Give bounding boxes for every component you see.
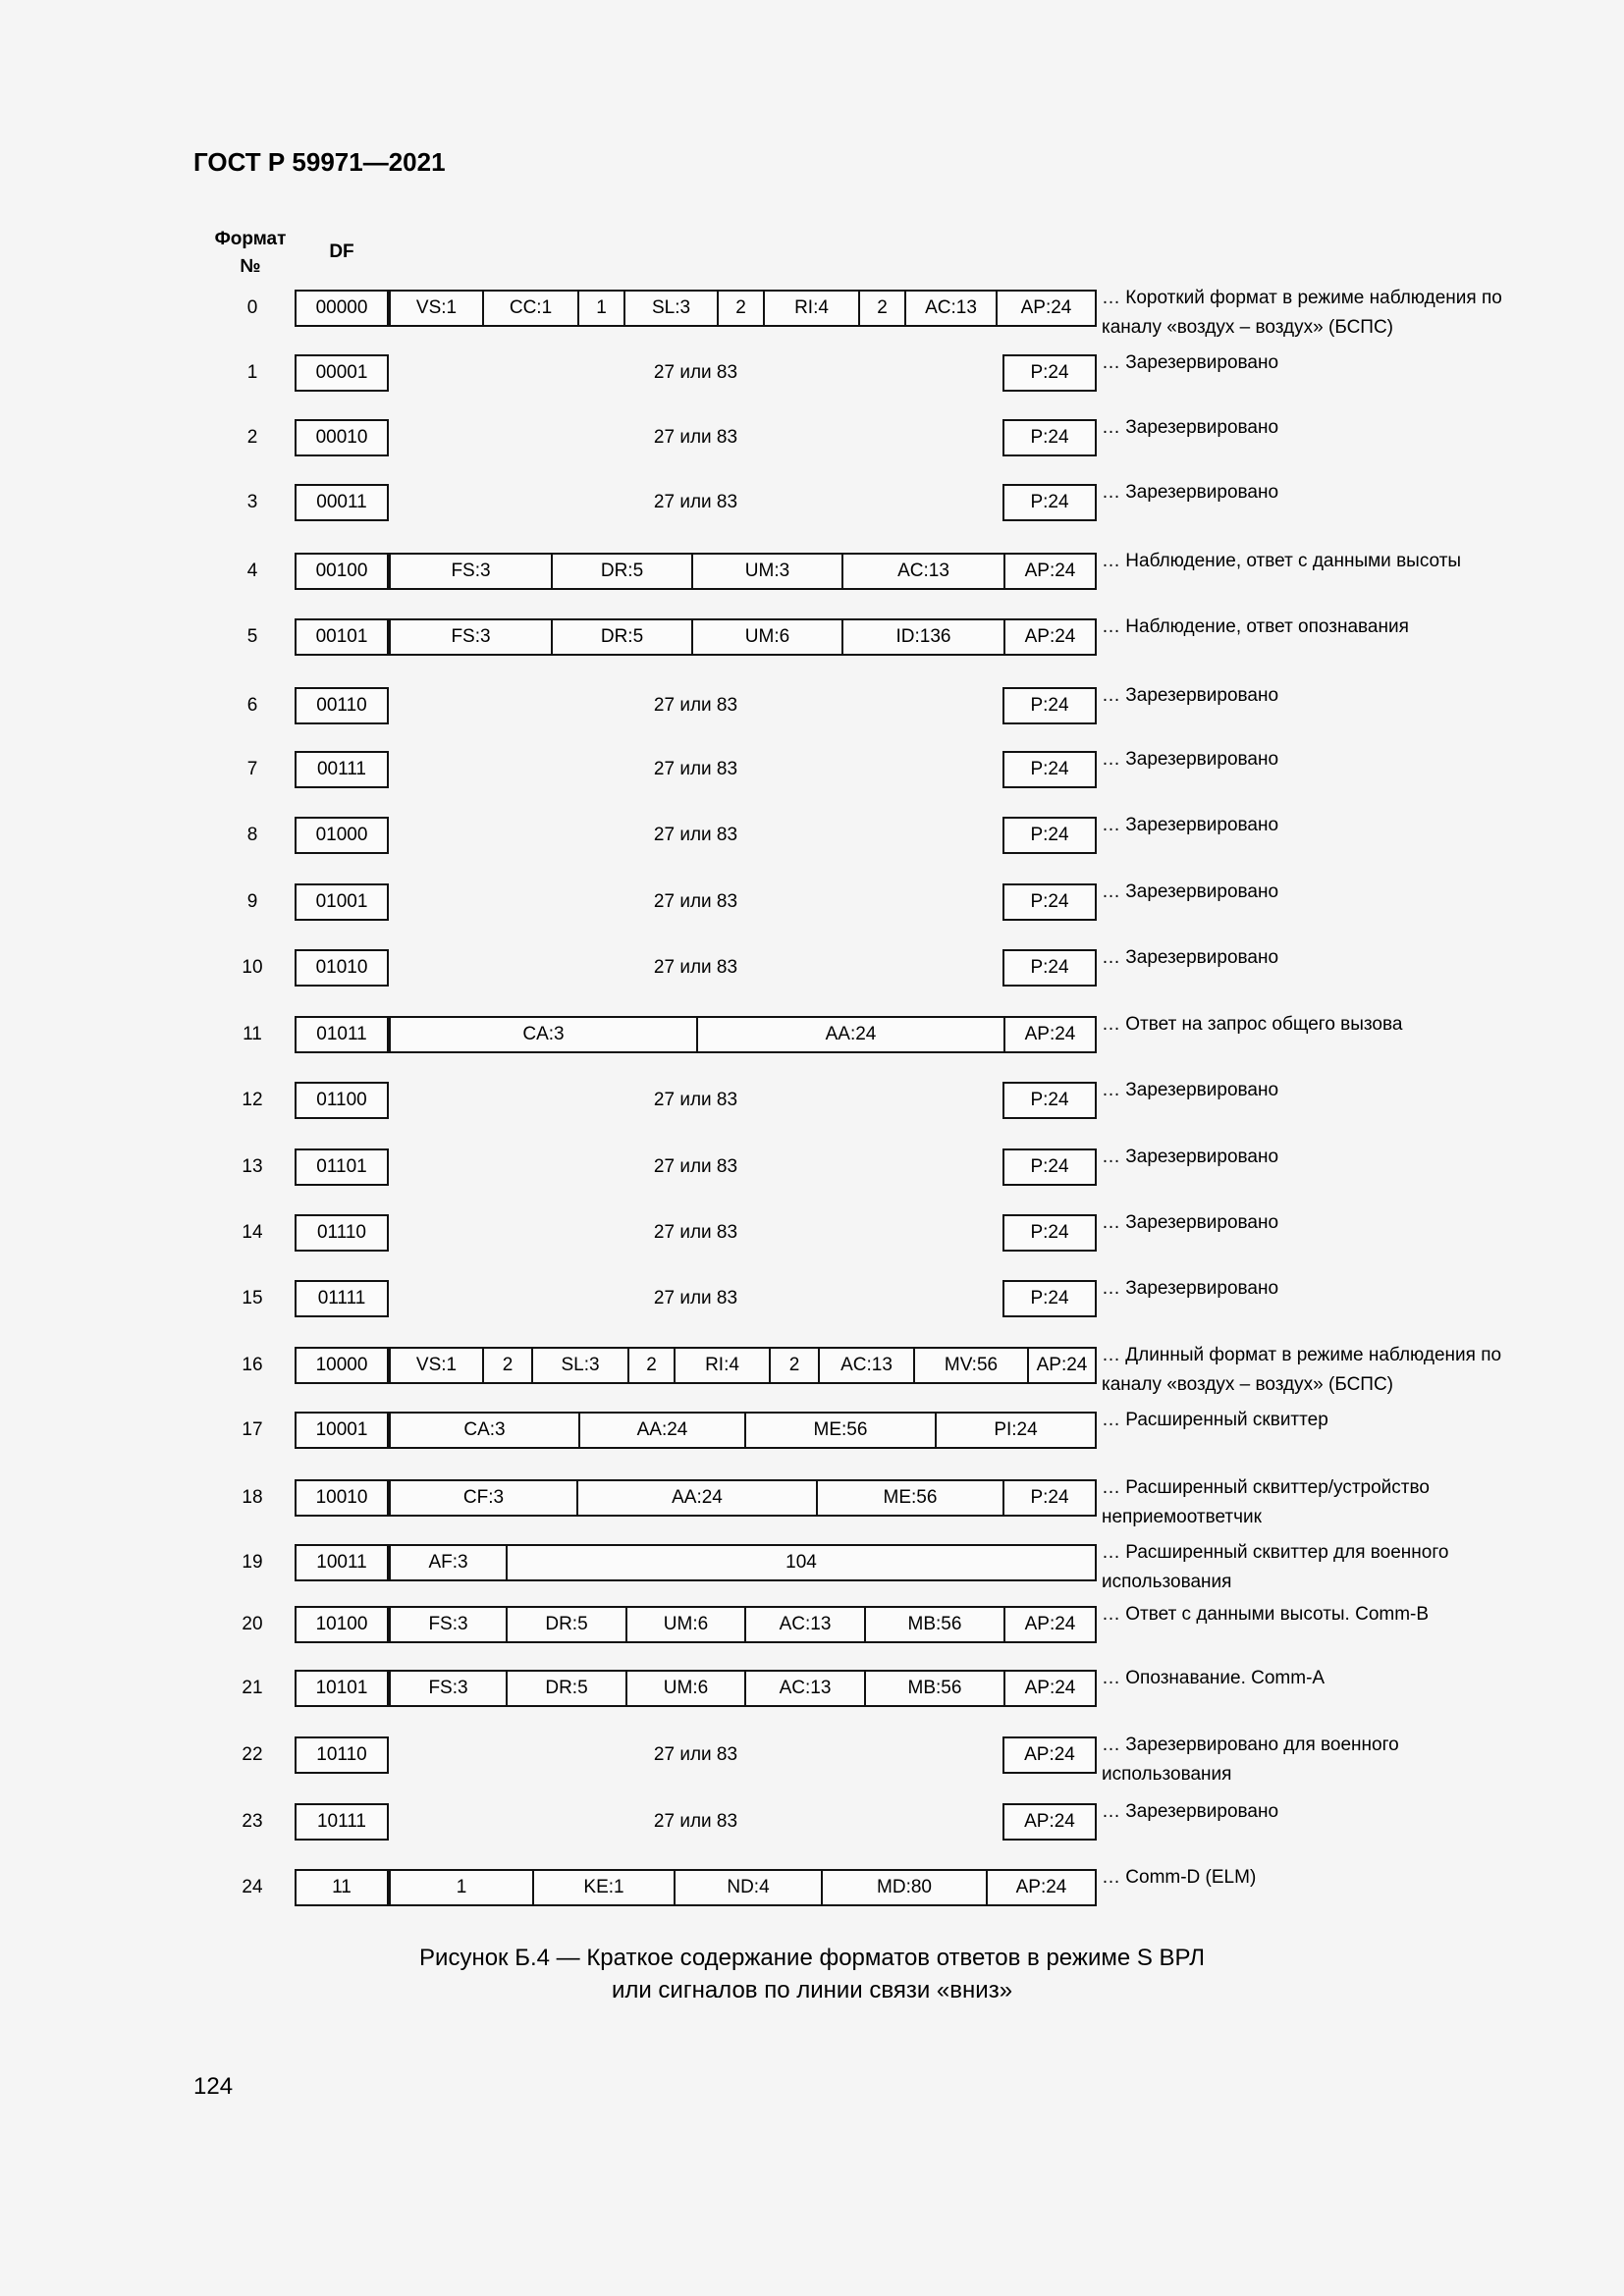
field-cell: ID:136 xyxy=(841,620,1003,654)
format-description: … Зарезервировано xyxy=(1102,1147,1279,1167)
field-cell: 2 xyxy=(717,292,763,325)
field-cell: AF:3 xyxy=(389,1546,506,1579)
field-cell: MV:56 xyxy=(913,1349,1027,1382)
df-code-box: 00111 xyxy=(295,751,389,788)
df-code-box: 01101 xyxy=(295,1148,389,1186)
format-row xyxy=(0,1345,1624,1395)
parity-field-box: P:24 xyxy=(1002,1214,1097,1252)
field-cell: VS:1 xyxy=(389,292,482,325)
format-row xyxy=(0,1280,1624,1317)
field-cell: ME:56 xyxy=(816,1481,1002,1515)
field-cell: DR:5 xyxy=(551,555,691,588)
field-length-label: 27 или 83 xyxy=(653,427,738,448)
caption-line-1: Рисунок Б.4 — Краткое содержание форматов ответов в режиме S ВРЛ xyxy=(419,1945,1205,1971)
field-cell: AP:24 xyxy=(1027,1349,1095,1382)
df-code-box: 10011 xyxy=(295,1544,389,1581)
field-cell: AC:13 xyxy=(744,1608,864,1641)
format-description: … Опознавание. Comm-A xyxy=(1102,1668,1326,1688)
document-title: ГОСТ Р 59971—2021 xyxy=(193,147,446,177)
format-number: 12 xyxy=(242,1090,263,1110)
field-cell: 1 xyxy=(389,1871,532,1904)
field-length-label: 27 или 83 xyxy=(653,1156,738,1177)
caption-line-2: или сигналов по линии связи «вниз» xyxy=(611,1977,1013,2003)
df-code-box: 00001 xyxy=(295,354,389,392)
format-description: … Расширенный сквиттер/устройство неприемоответчик xyxy=(1102,1477,1430,1527)
df-code-box: 00101 xyxy=(295,618,389,656)
format-row xyxy=(0,1606,1624,1643)
format-description: … Зарезервировано xyxy=(1102,417,1279,438)
format-number: 1 xyxy=(246,362,258,383)
format-number: 14 xyxy=(242,1222,263,1243)
format-row xyxy=(0,354,1624,392)
df-code-box: 01111 xyxy=(295,1280,389,1317)
field-length-label: 27 или 83 xyxy=(653,492,738,512)
df-header: DF xyxy=(329,241,354,262)
format-number: 6 xyxy=(246,695,258,716)
format-row xyxy=(0,1412,1624,1449)
field-cell: SL:3 xyxy=(623,292,717,325)
format-number: 5 xyxy=(246,626,258,647)
field-cell: AA:24 xyxy=(696,1018,1003,1051)
df-code-box: 10001 xyxy=(295,1412,389,1449)
format-number: 2 xyxy=(246,427,258,448)
field-cell: FS:3 xyxy=(389,1672,506,1705)
format-number: 4 xyxy=(246,561,258,581)
format-number: 21 xyxy=(242,1678,263,1698)
field-cells xyxy=(389,1606,1097,1643)
field-cell: CC:1 xyxy=(482,292,577,325)
field-length-label: 27 или 83 xyxy=(653,759,738,779)
format-description: … Зарезервировано xyxy=(1102,1080,1279,1100)
field-cell: SL:3 xyxy=(531,1349,627,1382)
field-cell: 2 xyxy=(482,1349,531,1382)
format-description: … Зарезервировано xyxy=(1102,815,1279,835)
format-description: … Зарезервировано xyxy=(1102,881,1279,902)
format-number: 16 xyxy=(242,1355,263,1375)
format-description: … Зарезервировано xyxy=(1102,352,1279,373)
format-number-header: Формат № xyxy=(214,229,287,277)
field-cell: AA:24 xyxy=(576,1481,816,1515)
df-code-box: 01100 xyxy=(295,1082,389,1119)
field-length-label: 27 или 83 xyxy=(653,1288,738,1308)
field-cell: ND:4 xyxy=(674,1871,821,1904)
format-number: 3 xyxy=(246,492,258,512)
field-cell: AC:13 xyxy=(744,1672,864,1705)
format-row xyxy=(0,484,1624,521)
field-cell: CF:3 xyxy=(389,1481,576,1515)
format-number: 0 xyxy=(246,297,258,318)
df-code-box: 00110 xyxy=(295,687,389,724)
field-cells xyxy=(389,1544,1097,1581)
field-cell: ME:56 xyxy=(744,1414,935,1447)
field-cell: DR:5 xyxy=(506,1608,625,1641)
format-row xyxy=(0,618,1624,656)
field-cell: P:24 xyxy=(1002,1481,1095,1515)
df-code-box: 01001 xyxy=(295,883,389,921)
field-cell: AP:24 xyxy=(1003,1608,1095,1641)
field-cell: AP:24 xyxy=(986,1871,1095,1904)
format-row xyxy=(0,1542,1624,1592)
format-number: 7 xyxy=(246,759,258,779)
format-number: 11 xyxy=(243,1024,262,1044)
field-cell: 2 xyxy=(769,1349,818,1382)
format-row xyxy=(0,1477,1624,1527)
parity-field-box: P:24 xyxy=(1002,484,1097,521)
format-description: … Зарезервировано xyxy=(1102,1278,1279,1299)
format-row xyxy=(0,1016,1624,1053)
df-code-box: 01011 xyxy=(295,1016,389,1053)
field-length-label: 27 или 83 xyxy=(653,1090,738,1110)
format-row xyxy=(0,1082,1624,1119)
df-code-box: 00010 xyxy=(295,419,389,456)
field-cell: 2 xyxy=(858,292,904,325)
parity-field-box: AP:24 xyxy=(1002,1736,1097,1774)
df-code-box: 10000 xyxy=(295,1347,389,1384)
format-number: 20 xyxy=(242,1614,263,1634)
format-row xyxy=(0,553,1624,590)
format-number: 23 xyxy=(242,1811,263,1832)
format-description: … Зарезервировано xyxy=(1102,1212,1279,1233)
field-cells xyxy=(389,290,1097,327)
field-cell: CA:3 xyxy=(389,1414,578,1447)
field-cell: RI:4 xyxy=(674,1349,769,1382)
format-row xyxy=(0,419,1624,456)
format-description: … Наблюдение, ответ опознавания xyxy=(1102,616,1409,637)
field-cells xyxy=(389,618,1097,656)
format-description: … Зарезервировано для военного использования xyxy=(1102,1735,1399,1785)
format-row xyxy=(0,817,1624,854)
field-cell: PI:24 xyxy=(935,1414,1095,1447)
format-number: 13 xyxy=(242,1156,263,1177)
field-cell: CA:3 xyxy=(389,1018,696,1051)
field-cell: AA:24 xyxy=(578,1414,744,1447)
field-cell: MB:56 xyxy=(864,1608,1003,1641)
field-cell: RI:4 xyxy=(763,292,858,325)
format-description: … Зарезервировано xyxy=(1102,947,1279,968)
format-description: … Короткий формат в режиме наблюдения по каналу «воздух – воздух» (БСПС) xyxy=(1102,288,1502,338)
field-cell: UM:6 xyxy=(625,1608,744,1641)
field-cell: 104 xyxy=(506,1546,1095,1579)
parity-field-box: P:24 xyxy=(1002,883,1097,921)
field-cell: VS:1 xyxy=(389,1349,482,1382)
field-length-label: 27 или 83 xyxy=(653,825,738,845)
field-cell: MB:56 xyxy=(864,1672,1003,1705)
format-description: … Расширенный сквиттер для военного использования xyxy=(1102,1542,1449,1592)
field-cell: AP:24 xyxy=(1003,1018,1095,1051)
parity-field-box: P:24 xyxy=(1002,949,1097,987)
format-row xyxy=(0,288,1624,338)
format-row xyxy=(0,687,1624,724)
format-description: … Зарезервировано xyxy=(1102,749,1279,770)
field-cells xyxy=(389,1016,1097,1053)
field-cell: UM:6 xyxy=(625,1672,744,1705)
field-cell: FS:3 xyxy=(389,1608,506,1641)
format-number: 22 xyxy=(242,1744,263,1765)
field-cells xyxy=(389,1670,1097,1707)
field-cells xyxy=(389,1869,1097,1906)
format-description: … Ответ с данными высоты. Comm-B xyxy=(1102,1604,1430,1625)
format-number: 18 xyxy=(242,1487,263,1508)
parity-field-box: P:24 xyxy=(1002,1280,1097,1317)
format-number: 8 xyxy=(246,825,258,845)
format-description: … Зарезервировано xyxy=(1102,482,1279,503)
df-code-box: 11 xyxy=(295,1869,389,1906)
field-length-label: 27 или 83 xyxy=(653,362,738,383)
parity-field-box: P:24 xyxy=(1002,354,1097,392)
format-description: … Comm-D (ELM) xyxy=(1102,1867,1257,1888)
field-length-label: 27 или 83 xyxy=(653,695,738,716)
field-cell: AC:13 xyxy=(818,1349,913,1382)
field-cells xyxy=(389,1479,1097,1517)
figure-caption xyxy=(321,1942,1303,2006)
field-cell: AP:24 xyxy=(1003,620,1095,654)
field-cells xyxy=(389,553,1097,590)
field-cell: DR:5 xyxy=(551,620,691,654)
parity-field-box: P:24 xyxy=(1002,751,1097,788)
df-code-box: 00000 xyxy=(295,290,389,327)
parity-field-box: P:24 xyxy=(1002,817,1097,854)
format-description: … Длинный формат в режиме наблюдения по каналу «воздух – воздух» (БСПС) xyxy=(1102,1345,1502,1395)
parity-field-box: P:24 xyxy=(1002,1148,1097,1186)
field-cell: UM:3 xyxy=(691,555,841,588)
field-cell: AC:13 xyxy=(904,292,996,325)
df-code-box: 10010 xyxy=(295,1479,389,1517)
format-row xyxy=(0,1735,1624,1785)
parity-field-box: P:24 xyxy=(1002,419,1097,456)
format-row xyxy=(0,751,1624,788)
page-number: 124 xyxy=(193,2073,234,2100)
field-cell: DR:5 xyxy=(506,1672,625,1705)
format-row xyxy=(0,1803,1624,1841)
df-code-box: 00100 xyxy=(295,553,389,590)
format-row xyxy=(0,883,1624,921)
format-row xyxy=(0,1214,1624,1252)
field-cells xyxy=(389,1412,1097,1449)
parity-field-box: AP:24 xyxy=(1002,1803,1097,1841)
df-code-box: 01010 xyxy=(295,949,389,987)
df-code-box: 10110 xyxy=(295,1736,389,1774)
format-row xyxy=(0,949,1624,987)
format-number: 9 xyxy=(246,891,258,912)
df-code-box: 10100 xyxy=(295,1606,389,1643)
field-cell: UM:6 xyxy=(691,620,841,654)
field-length-label: 27 или 83 xyxy=(653,1811,738,1832)
df-code-box: 00011 xyxy=(295,484,389,521)
parity-field-box: P:24 xyxy=(1002,1082,1097,1119)
format-description: … Наблюдение, ответ с данными высоты xyxy=(1102,551,1462,571)
field-cell: AP:24 xyxy=(1003,555,1095,588)
field-cell: 1 xyxy=(577,292,623,325)
df-code-box: 10111 xyxy=(295,1803,389,1841)
format-number: 19 xyxy=(242,1552,263,1573)
field-cell: KE:1 xyxy=(532,1871,674,1904)
format-description: … Расширенный сквиттер xyxy=(1102,1410,1328,1430)
format-number: 17 xyxy=(242,1419,263,1440)
format-row xyxy=(0,1869,1624,1906)
df-code-box: 01000 xyxy=(295,817,389,854)
field-cell: AP:24 xyxy=(996,292,1095,325)
field-cell: FS:3 xyxy=(389,620,551,654)
field-length-label: 27 или 83 xyxy=(653,957,738,978)
format-row xyxy=(0,1670,1624,1707)
format-row xyxy=(0,1148,1624,1186)
format-number: 15 xyxy=(242,1288,263,1308)
df-code-box: 10101 xyxy=(295,1670,389,1707)
format-description: … Зарезервировано xyxy=(1102,1801,1279,1822)
field-cell: AC:13 xyxy=(841,555,1003,588)
format-description: … Ответ на запрос общего вызова xyxy=(1102,1014,1403,1035)
field-cells xyxy=(389,1347,1097,1384)
field-cell: 2 xyxy=(627,1349,674,1382)
field-cell: MD:80 xyxy=(821,1871,986,1904)
parity-field-box: P:24 xyxy=(1002,687,1097,724)
field-cell: FS:3 xyxy=(389,555,551,588)
field-length-label: 27 или 83 xyxy=(653,1744,738,1765)
field-length-label: 27 или 83 xyxy=(653,1222,738,1243)
field-length-label: 27 или 83 xyxy=(653,891,738,912)
format-number: 24 xyxy=(242,1877,263,1897)
format-description: … Зарезервировано xyxy=(1102,685,1279,706)
df-code-box: 01110 xyxy=(295,1214,389,1252)
format-number: 10 xyxy=(242,957,263,978)
field-cell: AP:24 xyxy=(1003,1672,1095,1705)
